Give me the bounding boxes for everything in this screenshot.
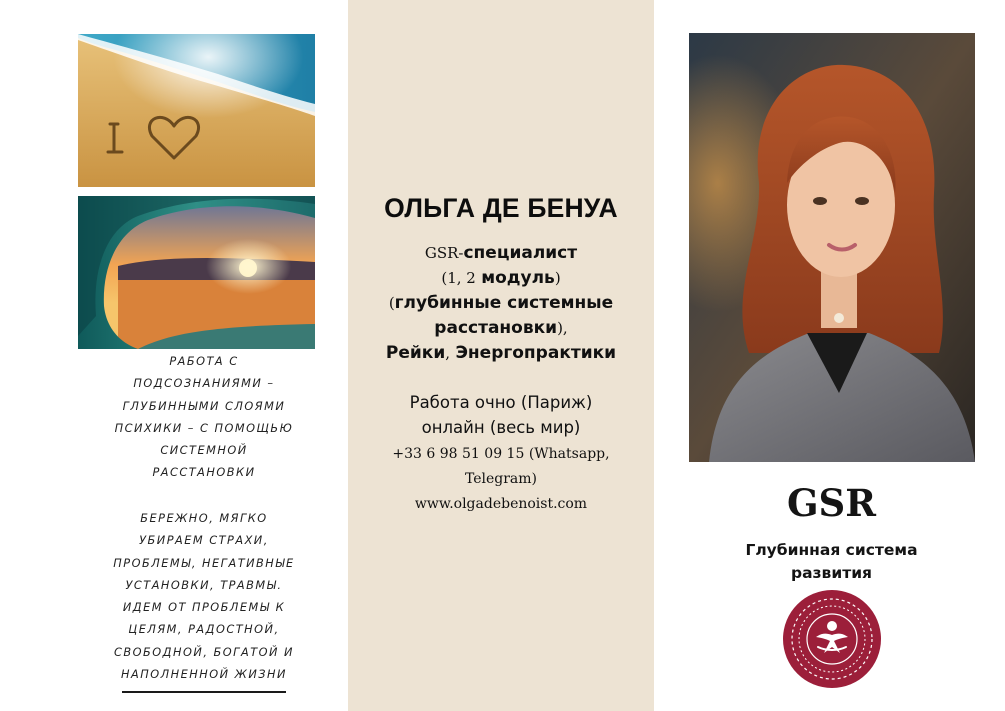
caption-line: РАБОТА С <box>169 355 239 368</box>
website-link[interactable]: www.olgadebenoist.com <box>414 496 588 512</box>
wave-sunset-photo <box>78 196 315 349</box>
gsr-subtitle-line-2: развития <box>790 563 873 582</box>
phone-line-2: Telegram) <box>464 471 538 487</box>
caption-line: ПСИХИКИ – С ПОМОЩЬЮ <box>114 421 294 435</box>
caption-line: ИДЕМ ОТ ПРОБЛЕМЫ К <box>122 601 286 615</box>
specialist-description <box>348 241 654 366</box>
beach-heart-photo <box>78 34 315 187</box>
gsr-logo-icon <box>782 589 882 689</box>
spec-title: специалист <box>463 243 578 263</box>
caption-line: СВОБОДНОЙ, БОГАТОЙ И <box>114 645 294 659</box>
spec-line-5 <box>348 341 654 366</box>
method-line-2: расстановки <box>434 318 558 338</box>
caption-line: ПОДСОЗНАНИЯМИ – <box>133 377 275 391</box>
caption-line: УСТАНОВКИ, ТРАВМЫ. <box>125 578 283 592</box>
spec-prefix: GSR- <box>424 244 464 262</box>
center-panel <box>348 0 654 711</box>
modules-word: модуль <box>481 268 555 288</box>
caption-line: ПРОБЛЕМЫ, НЕГАТИВНЫЕ <box>113 556 295 570</box>
caption-line: НАПОЛНЕННОЙ ЖИЗНИ <box>121 668 287 682</box>
phone-line-1: +33 6 98 51 09 15 (Whatsapp, <box>392 446 610 462</box>
method-close: ), <box>557 319 568 337</box>
spec-line-3 <box>348 291 654 316</box>
left-panel <box>0 0 348 711</box>
caption-line: УБИРАЕМ СТРАХИ, <box>139 534 269 548</box>
right-panel <box>654 0 1005 711</box>
spec-line-4 <box>348 316 654 341</box>
caption-line: РАССТАНОВКИ <box>152 466 256 480</box>
work-line-1: Работа очно (Париж) <box>409 393 593 412</box>
intro-caption <box>100 351 308 485</box>
caption-line: ЦЕЛЯМ, РАДОСТНОЙ, <box>128 623 280 637</box>
spec-line-1 <box>348 241 654 266</box>
work-mode <box>348 390 654 440</box>
benefits-caption <box>100 508 308 686</box>
contact-info <box>348 442 654 517</box>
portrait-photo <box>689 33 975 462</box>
energy-label: Энергопрактики <box>455 343 617 363</box>
modules-number: 1, 2 <box>447 269 476 287</box>
method-open: ( <box>388 294 395 312</box>
spec-line-2 <box>348 266 654 291</box>
gsr-subtitle <box>654 539 1005 584</box>
caption-line: СИСТЕМНОЙ <box>160 444 248 458</box>
open-paren: ( <box>441 269 448 287</box>
gsr-subtitle-line-1: Глубинная система <box>745 541 918 559</box>
caption-line: ГЛУБИННЫМИ СЛОЯМИ <box>122 399 286 413</box>
bottom-divider <box>122 691 286 693</box>
gsr-title: GSR <box>786 481 877 525</box>
reiki-label: Рейки <box>385 343 446 363</box>
work-line-2: онлайн (весь мир) <box>421 418 581 437</box>
close-paren: ) <box>554 269 561 287</box>
person-name: ОЛЬГА ДЕ БЕНУА <box>384 193 618 223</box>
comma: , <box>445 344 451 362</box>
method-line-1: глубинные системные <box>394 293 614 313</box>
caption-line: БЕРЕЖНО, МЯГКО <box>140 512 268 525</box>
